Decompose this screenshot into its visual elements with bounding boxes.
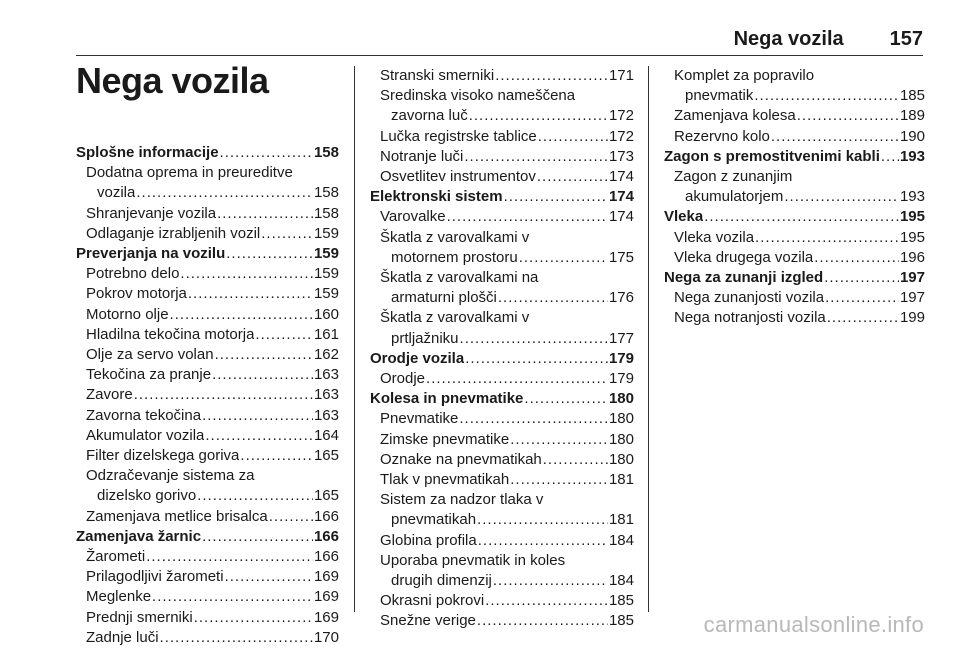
- dot-leader: [146, 547, 313, 567]
- toc-entry-page: 165: [313, 487, 339, 505]
- toc-entry: [76, 406, 339, 426]
- toc-entry-page: 172: [608, 127, 634, 145]
- toc-entry-page: 161: [313, 325, 339, 343]
- toc-entry: [76, 204, 339, 224]
- toc-entry-title: Vleka drugega vozila: [674, 248, 814, 266]
- toc-entry-title: Rezervno kolo: [674, 127, 770, 145]
- toc-entry: [370, 369, 634, 389]
- toc-entry-page: 159: [313, 224, 339, 242]
- dot-leader: [510, 430, 608, 450]
- dot-leader: [205, 426, 313, 446]
- toc-entry-text: Sredinska visoko nameščena: [380, 87, 576, 105]
- dot-leader: [426, 369, 608, 389]
- toc-entry: [370, 450, 634, 470]
- toc-entry-title: prtljažniku: [391, 329, 459, 347]
- toc-entry-page: 185: [899, 87, 925, 105]
- toc-entry-page: 165: [313, 447, 339, 465]
- dot-leader: [543, 450, 608, 470]
- toc-entry-title: Zamenjava žarnic: [76, 527, 202, 545]
- toc-entry-title: Nega zunanjosti vozila: [674, 289, 825, 307]
- dot-leader: [477, 510, 608, 530]
- toc-entry: [76, 446, 339, 466]
- toc-entry-page: 176: [608, 289, 634, 307]
- toc-entry: [664, 86, 925, 106]
- dot-leader: [485, 591, 608, 611]
- toc-entry-title: Kolesa in pnevmatike: [370, 390, 524, 408]
- toc-entry-page: 159: [313, 265, 339, 283]
- toc-entry-page: 180: [608, 390, 634, 408]
- toc-entry-text: Uporaba pnevmatik in koles: [380, 551, 566, 569]
- toc-entry-title: Splošne informacije: [76, 144, 219, 161]
- toc-entry: [664, 106, 925, 126]
- dot-leader: [226, 244, 313, 264]
- toc-entry-page: 184: [608, 572, 634, 590]
- toc-entry-title: Filter dizelskega goriva: [86, 447, 240, 465]
- dot-leader: [464, 147, 608, 167]
- toc-entry-title: drugih dimenzij: [391, 572, 492, 590]
- dot-leader: [827, 308, 899, 328]
- toc-entry: [370, 66, 634, 86]
- toc-entry-text: Škatla z varovalkami v: [380, 228, 530, 246]
- dot-leader: [524, 389, 608, 409]
- toc-entry-page: 197: [899, 269, 925, 287]
- dot-leader: [255, 325, 313, 345]
- toc-entry-page: 180: [608, 430, 634, 448]
- toc-entry-title: Tlak v pnevmatikah: [380, 471, 510, 489]
- toc-entry-title: Globina profila: [380, 531, 477, 549]
- toc-entry-title: Motorno olje: [86, 305, 169, 323]
- toc-entry-page: 160: [313, 305, 339, 323]
- toc-entry: [76, 547, 339, 567]
- toc-entry-title: Zamenjava metlice brisalca: [86, 507, 268, 525]
- dot-leader: [220, 143, 313, 163]
- toc-entry: [370, 207, 634, 227]
- dot-leader: [465, 349, 608, 369]
- header-rule: [76, 55, 923, 56]
- toc-entry: [76, 365, 339, 385]
- toc-entry-page: 196: [899, 248, 925, 266]
- toc-entry: [76, 608, 339, 628]
- toc-entry-title: Shranjevanje vozila: [86, 204, 217, 222]
- toc-entry-title: Zagon s premostitvenimi kabli: [664, 147, 880, 165]
- page-title: Nega vozila: [76, 60, 269, 101]
- toc-entry-page: 181: [608, 471, 634, 489]
- dot-leader: [771, 127, 899, 147]
- toc-entry: [370, 409, 634, 429]
- toc-entry-title: pnevmatikah: [391, 511, 477, 529]
- toc-entry: [370, 611, 634, 631]
- toc-entry: [370, 531, 634, 551]
- toc-entry: [370, 106, 634, 126]
- toc-entry-page: 158: [313, 204, 339, 222]
- toc-entry-page: 162: [313, 346, 339, 364]
- toc-entry-page: 158: [313, 184, 339, 202]
- dot-leader: [519, 248, 608, 268]
- toc-entry: [76, 507, 339, 527]
- toc-entry-title: Notranje luči: [380, 147, 464, 165]
- dot-leader: [704, 207, 899, 227]
- toc-entry-page: 181: [608, 511, 634, 529]
- dot-leader: [225, 567, 313, 587]
- toc-column-2: [370, 66, 634, 632]
- dot-leader: [510, 470, 608, 490]
- dot-leader: [498, 288, 608, 308]
- dot-leader: [797, 106, 899, 126]
- toc-section: [664, 268, 925, 288]
- toc-entry-page: 174: [608, 188, 634, 206]
- toc-section: [76, 143, 339, 163]
- toc-entry-page: 195: [899, 208, 925, 226]
- toc-entry: [370, 470, 634, 490]
- toc-entry-title: Zadnje luči: [86, 628, 159, 646]
- toc-entry-page: 159: [313, 285, 339, 303]
- toc-entry-page: 175: [608, 248, 634, 266]
- toc-entry-page: 164: [313, 426, 339, 444]
- dot-leader: [194, 608, 313, 628]
- toc-entry-page: 184: [608, 531, 634, 549]
- toc-entry-title: motornem prostoru: [391, 248, 518, 266]
- toc-entry: [76, 325, 339, 345]
- toc-entry-page: 189: [899, 107, 925, 125]
- toc-entry-page: 179: [608, 349, 634, 367]
- toc-entry: [370, 591, 634, 611]
- page-number: 157: [889, 28, 923, 50]
- toc-section: [76, 244, 339, 264]
- toc-section: [664, 207, 925, 227]
- toc-entry-title: Prilagodljivi žarometi: [86, 568, 224, 586]
- toc-entry-page: 172: [608, 107, 634, 125]
- toc-entry-title: zavorna luč: [391, 107, 468, 125]
- toc-entry-title: Varovalke: [380, 208, 446, 226]
- watermark: carmanualsonline.info: [703, 612, 924, 637]
- toc-entry-title: Meglenke: [86, 588, 152, 606]
- toc-entry: [76, 486, 339, 506]
- dot-leader: [215, 345, 313, 365]
- dot-leader: [755, 228, 899, 248]
- toc-entry-page: 166: [313, 507, 339, 525]
- toc-entry: [370, 127, 634, 147]
- toc-entry-text: Zagon z zunanjim: [674, 168, 793, 186]
- toc-entry: [76, 587, 339, 607]
- toc-entry-page: 166: [313, 527, 339, 545]
- toc-entry: [76, 567, 339, 587]
- toc-entry: [370, 510, 634, 530]
- toc-entry-title: Lučka registrske tablice: [380, 127, 537, 145]
- dot-leader: [477, 611, 608, 631]
- toc-entry-page: 190: [899, 127, 925, 145]
- toc-entry-page: 185: [608, 592, 634, 610]
- toc-entry-page: 163: [313, 366, 339, 384]
- toc-entry-title: Elektronski sistem: [370, 188, 503, 206]
- toc-entry-page: 193: [899, 147, 925, 165]
- toc-entry-title: Snežne verige: [380, 612, 476, 630]
- toc-entry: [76, 224, 339, 244]
- toc-entry: [664, 248, 925, 268]
- toc-entry-page: 180: [608, 410, 634, 428]
- toc-entry-page: 185: [608, 612, 634, 630]
- toc-entry-page: 193: [899, 188, 925, 206]
- dot-leader: [217, 204, 313, 224]
- dot-leader: [538, 127, 608, 147]
- toc-entry-page: 159: [313, 245, 339, 263]
- toc-entry-page: 169: [313, 608, 339, 626]
- toc-entry: [370, 248, 634, 268]
- dot-leader: [180, 264, 313, 284]
- toc-entry-text: Škatla z varovalkami na: [380, 269, 539, 287]
- toc-entry-text: Komplet za popravilo: [674, 67, 815, 84]
- running-head: [76, 28, 923, 51]
- toc-entry-page: 171: [608, 67, 634, 84]
- dot-leader: [537, 167, 608, 187]
- toc-entry-page: 169: [313, 588, 339, 606]
- toc-entry-title: Oznake na pnevmatikah: [380, 450, 542, 468]
- toc-entry: [76, 385, 339, 405]
- dot-leader: [152, 587, 313, 607]
- toc-entry-page: 179: [608, 370, 634, 388]
- toc-entry-page: 163: [313, 406, 339, 424]
- toc-entry-page: 169: [313, 568, 339, 586]
- dot-leader: [136, 183, 313, 203]
- toc-entry: [76, 305, 339, 325]
- column-divider-1: [354, 66, 355, 612]
- toc-entry-title: Orodje vozila: [370, 349, 465, 367]
- toc-section: [370, 389, 634, 409]
- toc-entry-page: 199: [899, 309, 925, 327]
- toc-entry: [370, 167, 634, 187]
- toc-entry-page: 173: [608, 147, 634, 165]
- toc-section: [370, 187, 634, 207]
- dot-leader: [240, 446, 313, 466]
- toc-entry-title: Zamenjava kolesa: [674, 107, 796, 125]
- toc-entry-title: Okrasni pokrovi: [380, 592, 485, 610]
- dot-leader: [134, 385, 313, 405]
- dot-leader: [460, 329, 608, 349]
- dot-leader: [202, 406, 313, 426]
- toc-column-1: [76, 143, 339, 648]
- toc-entry: [76, 284, 339, 304]
- dot-leader: [754, 86, 899, 106]
- toc-entry: [76, 628, 339, 648]
- toc-entry-title: Žarometi: [86, 548, 146, 566]
- dot-leader: [202, 527, 313, 547]
- dot-leader: [784, 187, 899, 207]
- dot-leader: [447, 207, 608, 227]
- toc-entry-title: Stranski smerniki: [380, 67, 495, 84]
- toc-entry-title: Tekočina za pranje: [86, 366, 212, 384]
- toc-entry-title: Olje za servo volan: [86, 346, 214, 364]
- dot-leader: [212, 365, 313, 385]
- toc-entry: [664, 127, 925, 147]
- dot-leader: [814, 248, 899, 268]
- toc-entry: [370, 329, 634, 349]
- toc-entry-title: Osvetlitev instrumentov: [380, 168, 536, 186]
- toc-entry: [370, 430, 634, 450]
- column-divider-2: [648, 66, 649, 612]
- toc-column-3: [664, 66, 925, 329]
- toc-entry-page: 180: [608, 450, 634, 468]
- toc-entry-title: dizelsko gorivo: [97, 487, 197, 505]
- dot-leader: [197, 486, 313, 506]
- toc-entry-title: vozila: [97, 184, 136, 202]
- dot-leader: [478, 531, 608, 551]
- toc-entry: [76, 264, 339, 284]
- toc-entry-page: 174: [608, 168, 634, 186]
- toc-entry: [664, 187, 925, 207]
- toc-entry-title: pnevmatik: [685, 87, 754, 105]
- dot-leader: [459, 409, 608, 429]
- toc-entry-page: 163: [313, 386, 339, 404]
- toc-entry-text: Sistem za nadzor tlaka v: [380, 491, 544, 509]
- toc-entry: [370, 288, 634, 308]
- toc-entry-title: Orodje: [380, 370, 426, 388]
- toc-entry-title: Zavorna tekočina: [86, 406, 202, 424]
- toc-entry: [664, 288, 925, 308]
- toc-entry-page: 158: [313, 144, 339, 161]
- toc-entry-title: Preverjanja na vozilu: [76, 245, 226, 263]
- toc-entry: [664, 228, 925, 248]
- toc-entry-page: 195: [899, 228, 925, 246]
- toc-entry-title: Hladilna tekočina motorja: [86, 325, 255, 343]
- toc-entry: [76, 426, 339, 446]
- dot-leader: [493, 571, 608, 591]
- dot-leader: [170, 305, 313, 325]
- dot-leader: [160, 628, 313, 648]
- toc-entry: [76, 345, 339, 365]
- toc-entry-text: Škatla z varovalkami v: [380, 309, 530, 327]
- dot-leader: [504, 187, 608, 207]
- toc-entry-title: Odlaganje izrabljenih vozil: [86, 224, 261, 242]
- toc-entry: [370, 147, 634, 167]
- toc-section: [664, 147, 925, 167]
- toc-entry-title: Nega notranjosti vozila: [674, 309, 826, 327]
- toc-entry-title: akumulatorjem: [685, 188, 784, 206]
- toc-entry: [370, 571, 634, 591]
- dot-leader: [495, 66, 608, 86]
- toc-entry-title: armaturni plošči: [391, 289, 497, 307]
- toc-entry-title: Zavore: [86, 386, 133, 404]
- toc-entry-page: 166: [313, 548, 339, 566]
- toc-entry-title: Prednji smerniki: [86, 608, 193, 626]
- toc-entry-page: 197: [899, 289, 925, 307]
- dot-leader: [825, 288, 899, 308]
- dot-leader: [261, 224, 313, 244]
- toc-entry: [664, 308, 925, 328]
- toc-entry-title: Akumulator vozila: [86, 426, 205, 444]
- toc-entry-text: Odzračevanje sistema za: [86, 467, 255, 485]
- toc-entry-page: 177: [608, 329, 634, 347]
- dot-leader: [469, 106, 608, 126]
- toc-entry-page: 174: [608, 208, 634, 226]
- dot-leader: [188, 284, 313, 304]
- running-head-title: Nega vozila: [733, 28, 844, 50]
- toc-entry-title: Vleka vozila: [674, 228, 755, 246]
- toc-entry-page: 170: [313, 628, 339, 646]
- toc-entry-title: Nega za zunanji izgled: [664, 269, 824, 287]
- toc-entry-title: Zimske pnevmatike: [380, 430, 510, 448]
- toc-entry-text: Dodatna oprema in preureditve: [86, 164, 293, 182]
- toc-entry-title: Potrebno delo: [86, 265, 180, 283]
- dot-leader: [824, 268, 899, 288]
- toc-section: [370, 349, 634, 369]
- dot-leader: [881, 147, 899, 167]
- toc-entry-title: Vleka: [664, 208, 704, 226]
- toc-entry-title: Pokrov motorja: [86, 285, 187, 303]
- dot-leader: [269, 507, 313, 527]
- toc-entry-title: Pnevmatike: [380, 410, 459, 428]
- toc-section: [76, 527, 339, 547]
- toc-entry: [76, 183, 339, 203]
